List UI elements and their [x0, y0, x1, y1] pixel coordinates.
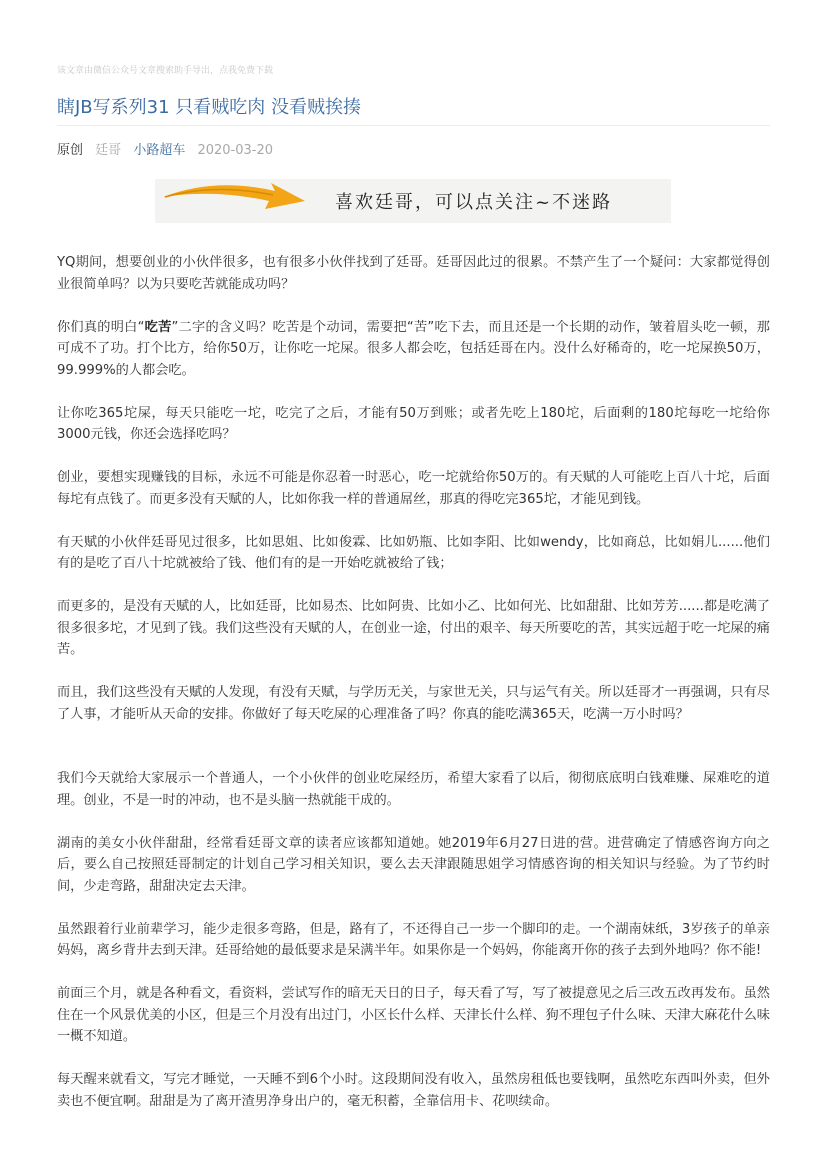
- article-meta: [57, 139, 281, 158]
- paragraph: 每天醒来就看文，写完才睡觉，一天睡不到6个小时。这段期间没有收入，虽然房租低也要钱啊，虽然吃东西叫外卖，但外卖也不便宜啊。甜甜是为了离开渣男净身出户的，毫无积蓄，全靠信用卡、花呗续命。: [57, 1072, 770, 1109]
- paragraph: 让你吃365坨屎，每天只能吃一坨，吃完了之后，才能有50万到账；或者先吃上180坨，后面剩的180坨每吃一坨给你3000元钱，你还会选择吃吗？: [57, 405, 770, 442]
- account-link[interactable]: 小路超车: [133, 143, 186, 158]
- arrow-icon: [155, 179, 355, 223]
- paragraph: 湖南的美女小伙伴甜甜，经常看廷哥文章的读者应该都知道她。她2019年6月27日进的营。进营确定了情感咨询方向之后，要么自己按照廷哥制定的计划自己学习相关知识，要么去天津跟随思姐学习情感咨询的相关知识与经验。为了节约时间，少走弯路，甜甜决定去天津。: [57, 835, 770, 894]
- paragraph: 虽然跟着行业前辈学习，能少走很多弯路，但是，路有了，不还得自己一步一个脚印的走。一个湖南妹纸，3岁孩子的单亲妈妈，离乡背井去到天津。廷哥给她的最低要求是呆满半年。如果你是一个妈妈，你能离开你的孩子去到外地吗？你不能!: [57, 921, 770, 958]
- paragraph: 而且，我们这些没有天赋的人发现，有没有天赋，与学历无关，与家世无关，只与运气有关。所以廷哥才一再强调，只有尽了人事，才能听从天命的安排。你做好了每天吃屎的心理准备了吗？你真的能吃满365天，吃满一万小时吗？: [57, 685, 770, 722]
- paragraph: 我们今天就给大家展示一个普通人，一个小伙伴的创业吃屎经历，希望大家看了以后，彻彻底底明白钱难赚、屎难吃的道理。创业，不是一时的冲动，也不是头脑一热就能干成的。: [57, 771, 770, 808]
- paragraph-bold-text: 吃苦: [144, 319, 172, 335]
- title-divider: [57, 125, 770, 126]
- paragraph: 创业，要想实现赚钱的目标，永远不可能是你忍着一时恶心，吃一坨就给你50万的。有天赋的人可能吃上百八十坨，后面每坨有点钱了。而更多没有天赋的人，比如你我一样的普通屌丝，那真的得吃完365坨，才能见到钱。: [57, 470, 770, 507]
- author-name: 廷哥: [95, 143, 122, 158]
- export-note-link[interactable]: 该文章由微信公众号文章搜索助手导出，点我免费下载: [57, 66, 274, 76]
- banner-text: 喜欢廷哥，可以点关注~不迷路: [335, 192, 613, 213]
- publish-date: 2020-03-20: [197, 143, 274, 158]
- paragraph: YQ期间，想要创业的小伙伴很多，也有很多小伙伴找到了廷哥。廷哥因此过的很累。不禁产生了一个疑问：大家都觉得创业很简单吗？以为只要吃苦就能成功吗？: [57, 255, 770, 292]
- paragraph: 前面三个月，就是各种看文，看资料，尝试写作的暗无天日的日子，每天看了写，写了被提意见之后三改五改再发布。虽然住在一个风景优美的小区，但是三个月没有出过门，小区长什么样、天津长什么样、狗不理包子什么味、天津大麻花什么味一概不知道。: [57, 986, 770, 1044]
- original-label: 原创: [57, 143, 84, 158]
- paragraph: 有天赋的小伙伴廷哥见过很多，比如思姐、比如俊霖、比如奶瓶、比如李阳、比如wendy，比如商总，比如娟儿......他们有的是吃了百八十坨就被给了钱、他们有的是一开始吃就被给了钱；: [57, 534, 770, 571]
- paragraph-text: 你们真的明白“: [57, 319, 145, 335]
- follow-banner: [155, 179, 671, 223]
- paragraph: 而更多的，是没有天赋的人，比如廷哥，比如易杰、比如阿贵、比如小乙、比如何光、比如甜甜、比如芳芳......都是吃满了很多很多坨，才见到了钱。我们这些没有天赋的人，在创业一途，付出的艰辛、每天所要吃的苦，其实远超于吃一坨屎的痛苦。: [57, 599, 770, 657]
- paragraph-text: ”二字的含义吗？吃苦是个动词，需要把“苦”吃下去，而且还是一个长期的动作，皱着眉头吃一顿，那可成不了功。打个比方，给你50万，让你吃一坨屎。很多人都会吃，包括廷哥在内。没什么好稀奇的，吃一坨屎换50万，99.999%的人都会吃。: [57, 319, 770, 378]
- paragraph: [57, 317, 770, 382]
- article-title: 瞎JB写系列31 只看贼吃肉 没看贼挨揍: [57, 97, 362, 118]
- article-body: [57, 252, 770, 1134]
